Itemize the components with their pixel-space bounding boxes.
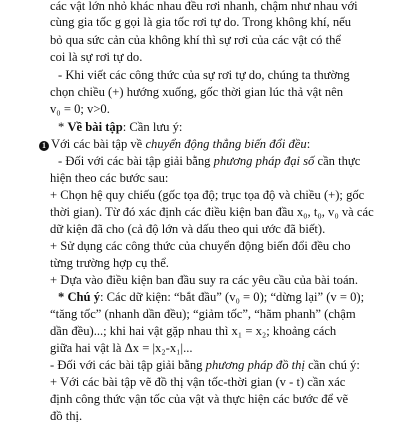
- note-text: : Các dữ kiện: “bắt đầu” (v₀ = 0); “dừng lại” (v = 0);: [100, 290, 365, 304]
- para-start: - Đối với các bài tập giải bằng: [50, 358, 206, 372]
- list-item-1: [0, 136, 400, 152]
- item-text-end: :: [306, 137, 311, 151]
- text-line: + Dựa vào điều kiện ban đầu suy ra các yêu cầu của bài toán.: [50, 273, 359, 287]
- text-line: dần đều)...; khi hai vật gặp nhau thì x₁ = x₂; khoảng cách: [50, 324, 337, 338]
- heading-suffix: : Cần lưu ý:: [122, 120, 183, 134]
- text-line: v₀ = 0; v>0.: [50, 102, 110, 116]
- item-text-start: Với các bài tập về: [51, 137, 146, 151]
- paragraph-line: [0, 153, 400, 169]
- text-line: “tăng tốc” (nhanh dần đều); “giảm tốc”, “hãm phanh” (chậm: [50, 307, 356, 321]
- text-line: + Với các bài tập vẽ đồ thị vận tốc-thời gian (v - t) cần xác: [50, 375, 346, 389]
- text-line: thời gian). Từ đó xác định các điều kiện ban đầu x₀, t₀, v₀ và các: [50, 205, 374, 219]
- text-line: + Sử dụng các công thức của chuyển động biến đổi đều cho: [50, 239, 351, 253]
- heading-label: Về bài tập: [67, 120, 123, 134]
- note-label: * Chú ý: [58, 290, 100, 304]
- text-line: coi là sự rơi tự do.: [50, 50, 143, 64]
- note-line: [0, 289, 400, 305]
- para-end: cần chú ý:: [304, 358, 360, 372]
- numbered-bullet: 1: [39, 141, 49, 151]
- heading-prefix: *: [58, 120, 68, 134]
- text-line: các vật lớn nhỏ khác nhau đều rơi nhanh, chậm như nhau với: [50, 0, 358, 13]
- section-heading: [0, 119, 400, 135]
- text-line: bỏ qua sức cản của không khí thì sự rơi của các vật có thể: [50, 33, 341, 47]
- paragraph-line: [0, 357, 400, 373]
- text-line: dữ kiện đã cho (cả độ lớn và dấu theo qui ước đã biết).: [50, 222, 326, 236]
- text-line: định công thức vận tốc của vật và thực hiện các bước để vẽ: [50, 392, 349, 406]
- para-italic: phương pháp đồ thị: [205, 358, 305, 372]
- text-line: hiện theo các bước sau:: [50, 171, 169, 185]
- text-line: + Chọn hệ quy chiếu (gốc tọa độ; trục tọa độ và chiều (+); gốc: [50, 188, 365, 202]
- text-line: đồ thị.: [50, 409, 83, 423]
- text-line: từng trường hợp cụ thể.: [50, 256, 169, 270]
- para-start: - Đối với các bài tập giải bằng: [58, 154, 214, 168]
- item-text-italic: chuyển động thẳng biến đổi đều: [145, 137, 307, 151]
- text-line: chọn chiều (+) hướng xuống, gốc thời gian lúc thả vật nên: [50, 85, 344, 99]
- text-line: cùng gia tốc g gọi là gia tốc rơi tự do. Trong không khí, nếu: [50, 15, 352, 29]
- text-line: giữa hai vật là Δx = |x₂-x₁|...: [50, 341, 193, 355]
- para-end: cần thực: [314, 154, 361, 168]
- text-line: - Khi viết các công thức của sự rơi tự do, chúng ta thường: [58, 68, 350, 82]
- para-italic: phương pháp đại số: [213, 154, 315, 168]
